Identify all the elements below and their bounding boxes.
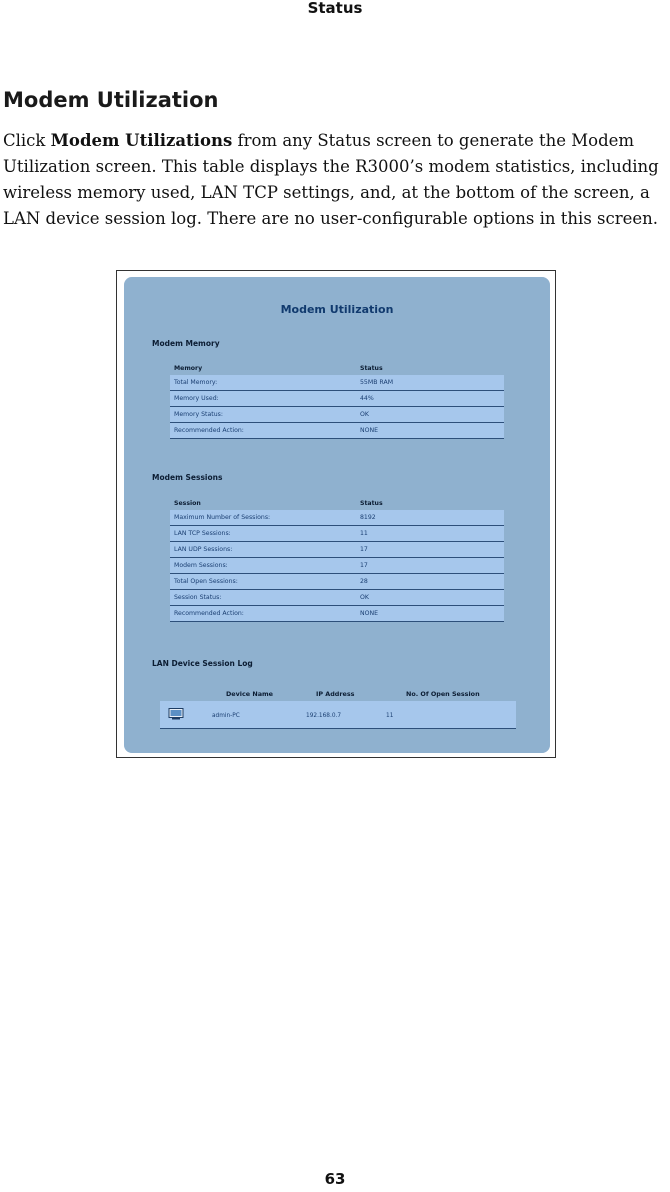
table-row — [170, 590, 504, 606]
row-name: LAN TCP Sessions: — [174, 530, 231, 537]
table-row — [170, 558, 504, 574]
intro-paragraph — [3, 128, 667, 232]
header-status: Status — [360, 500, 383, 507]
table-row — [170, 606, 504, 622]
table-row — [170, 574, 504, 590]
page-number: 63 — [324, 1170, 346, 1188]
row-name: Recommended Action: — [174, 427, 244, 434]
modem-sessions-label: Modem Sessions — [152, 473, 223, 482]
session-log-row — [160, 701, 516, 729]
row-name: Recommended Action: — [174, 610, 244, 617]
row-value: 8192 — [360, 514, 376, 521]
row-value: 17 — [360, 562, 368, 569]
header-ip-address: IP Address — [316, 690, 355, 698]
row-name: Total Memory: — [174, 379, 218, 386]
header-memory: Memory — [174, 365, 203, 372]
table-row — [170, 526, 504, 542]
header-open-sessions: No. Of Open Session — [406, 690, 480, 698]
row-value: OK — [360, 594, 369, 601]
open-sessions: 11 — [386, 713, 394, 719]
modem-sessions-table — [170, 496, 504, 622]
session-log-header — [160, 687, 516, 701]
row-name: Session Status: — [174, 594, 222, 601]
row-value: OK — [360, 411, 369, 418]
modem-memory-table — [170, 361, 504, 439]
row-value: 11 — [360, 530, 368, 537]
table-row — [170, 423, 504, 439]
table-row — [170, 391, 504, 407]
screenshot-panel-inner — [124, 277, 550, 753]
modem-utilization-screenshot — [116, 270, 556, 758]
row-name: Maximum Number of Sessions: — [174, 514, 271, 521]
row-name: Total Open Sessions: — [174, 578, 238, 585]
header-session: Session — [174, 500, 201, 507]
intro-rest: from any Status screen to generate the Modem Utilization screen. This table displays the R3000’s modem statistics, including wireless memory used, LAN TCP settings, and, at the bottom of the screen, a LAN device session log. There are no user-configurable options in this screen. — [3, 131, 659, 228]
row-value: 17 — [360, 546, 368, 553]
running-header: Status — [307, 0, 363, 17]
intro-bold-term: Modem Utilizations — [50, 131, 233, 150]
screenshot-panel — [124, 277, 550, 753]
row-value: 44% — [360, 395, 374, 402]
row-name: Modem Sessions: — [174, 562, 228, 569]
ip-address: 192.168.0.7 — [306, 713, 342, 719]
intro-lead: Click — [3, 131, 51, 150]
table-row — [170, 407, 504, 423]
screenshot-title: Modem Utilization — [280, 303, 394, 316]
table-row — [170, 542, 504, 558]
table-row — [170, 375, 504, 391]
section-title: Modem Utilization — [3, 88, 219, 112]
header-device-name: Device Name — [226, 690, 273, 698]
row-name: Memory Status: — [174, 411, 223, 418]
computer-icon — [168, 708, 184, 720]
table-header — [170, 361, 504, 375]
table-header — [170, 496, 504, 510]
row-value: 55MB RAM — [360, 379, 394, 386]
row-value: NONE — [360, 427, 379, 434]
row-name: LAN UDP Sessions: — [174, 546, 233, 553]
table-row — [170, 510, 504, 526]
row-value: NONE — [360, 610, 379, 617]
device-name: admin-PC — [212, 713, 240, 719]
row-value: 28 — [360, 578, 368, 585]
modem-memory-label: Modem Memory — [152, 339, 220, 348]
row-name: Memory Used: — [174, 395, 219, 402]
header-status: Status — [360, 365, 383, 372]
session-log-label: LAN Device Session Log — [152, 659, 253, 668]
